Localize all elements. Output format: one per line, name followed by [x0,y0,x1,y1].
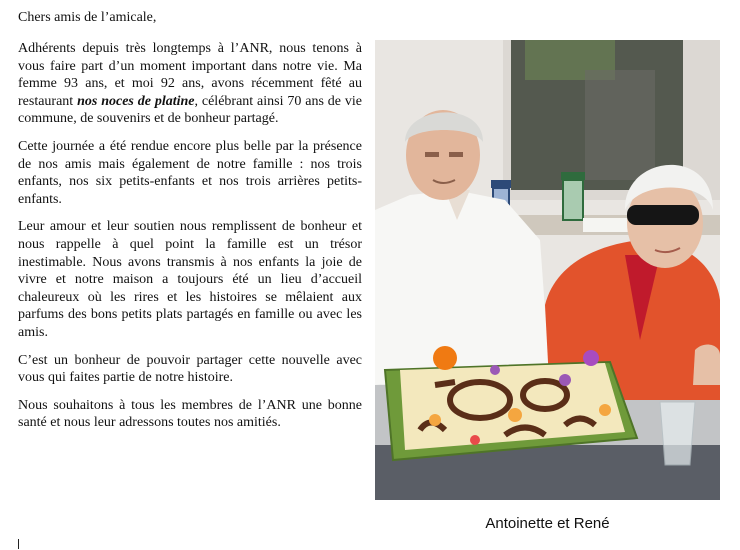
platinum-wedding-emphasis: nos noces de platine [77,93,195,109]
paragraph-family: Cette journée a été rendue encore plus belle par la présence de nos amis mais également de notre famille : nos trois enfants, nos six petits-enfants et nos trois arrières petits-enfants. [18,138,362,207]
window-reflection [585,70,655,180]
water-glass [660,402,695,465]
woman-hand [693,345,720,385]
paragraph-wishes: Nous souhaitons à tous les membres de l’ANR une bonne santé et nous leur adressons toutes nos amitiés. [18,397,362,431]
couple-photo [375,40,720,500]
napkin-stack [583,218,633,232]
paragraph-anniversary-end: , célébrant ainsi 70 ans de vie commune, de souvenirs et de bonheur partagé. [18,93,362,127]
paragraph-sharing: C’est un bonheur de pouvoir partager cette nouvelle avec vous qui faites partie de notre histoire. [18,352,362,386]
letter-body [18,40,362,432]
text-cursor [18,539,19,549]
letter-greeting: Chers amis de l’amicale, [18,10,157,25]
paragraph-anniversary [18,40,362,128]
couple-photo-illustration [375,40,720,500]
photo-caption: Antoinette et René [485,515,610,532]
paragraph-anniversary-start: Adhérents depuis très longtemps à l’ANR, nous tenons à vous faire part d’un moment important dans notre vie. Ma femme 93 ans, et moi 92 ans, avons récemment fêté au restaurant [18,41,362,109]
lantern-green [561,172,585,220]
paragraph-love: Leur amour et leur soutien nous remplissent de bonheur et nous rappelle à quel point la famille est un trésor inestimable. Nous avons transmis à nos enfants la joie de vivre et notre maison a toujours été un lieu d’accueil chaleureux où les rires et les histoires se mêlaient aux parfums des bons petits plats partagés en famille ou avec les amis. [18,219,362,340]
